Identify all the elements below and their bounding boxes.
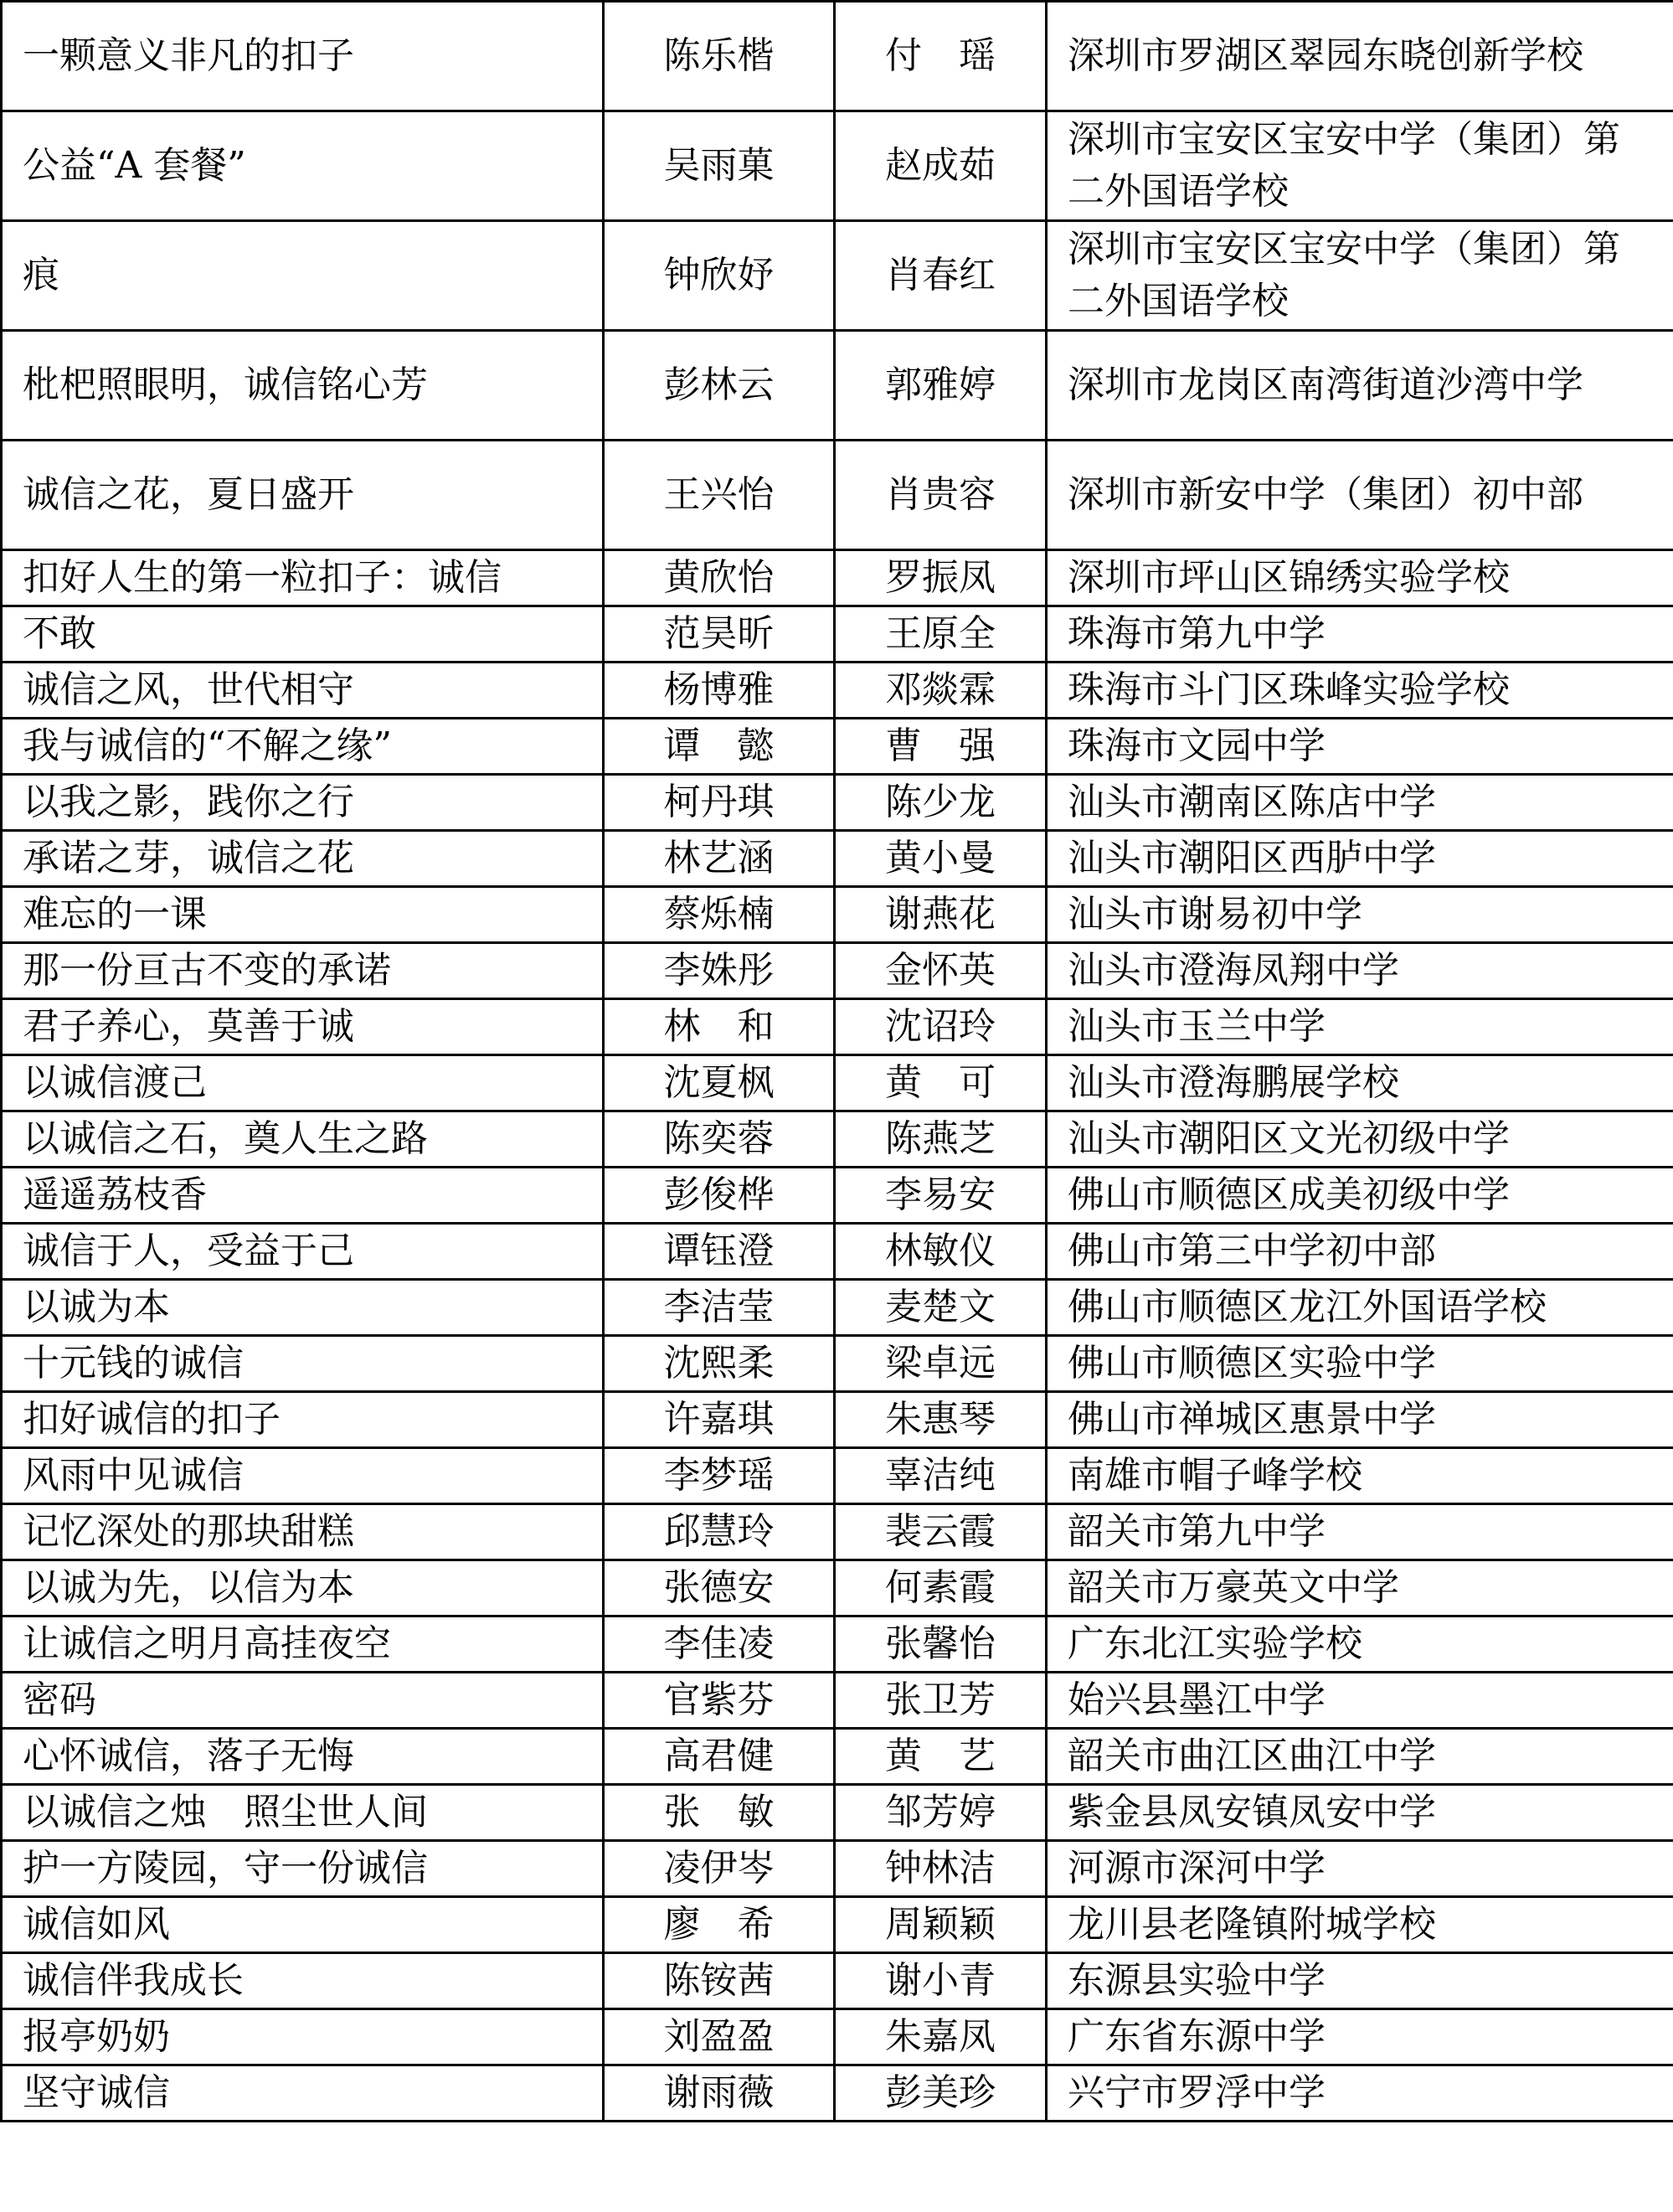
student-name-cell: 谭 懿 (604, 719, 835, 775)
table-row (2, 1448, 1673, 1504)
table-row (2, 1111, 1673, 1168)
student-name-cell: 李洁莹 (604, 1280, 835, 1336)
teacher-name-cell: 裴云霞 (835, 1504, 1047, 1560)
student-name-cell: 陈铵茜 (604, 1953, 835, 2009)
school-name-cell: 兴宁市罗浮中学 (1047, 2065, 1673, 2122)
table-row (2, 550, 1673, 606)
school-name-cell: 深圳市新安中学（集团）初中部 (1047, 441, 1673, 550)
essay-title-cell: 以诚信之烛 照尘世人间 (2, 1785, 604, 1841)
student-name-cell: 钟欣妤 (604, 221, 835, 331)
essay-title-cell: 以诚为本 (2, 1280, 604, 1336)
teacher-name-cell: 王原全 (835, 606, 1047, 663)
essay-title-cell: 报亭奶奶 (2, 2009, 604, 2065)
table-row (2, 2009, 1673, 2065)
essay-title-cell: 以我之影，践你之行 (2, 775, 604, 831)
essay-title-cell: 痕 (2, 221, 604, 331)
teacher-name-cell: 肖贵容 (835, 441, 1047, 550)
essay-title-cell: 扣好人生的第一粒扣子：诚信 (2, 550, 604, 606)
school-name-cell: 汕头市潮阳区西胪中学 (1047, 831, 1673, 887)
essay-title-cell: 十元钱的诚信 (2, 1336, 604, 1392)
student-name-cell: 陈乐楷 (604, 2, 835, 111)
table-row (2, 943, 1673, 999)
school-name-cell: 韶关市曲江区曲江中学 (1047, 1729, 1673, 1785)
student-name-cell: 沈夏枫 (604, 1055, 835, 1111)
essay-title-cell: 那一份亘古不变的承诺 (2, 943, 604, 999)
student-name-cell: 邱慧玲 (604, 1504, 835, 1560)
table-row (2, 1224, 1673, 1280)
teacher-name-cell: 朱惠琴 (835, 1392, 1047, 1448)
school-name-cell: 广东北江实验学校 (1047, 1616, 1673, 1673)
table-row (2, 331, 1673, 441)
student-name-cell: 沈熙柔 (604, 1336, 835, 1392)
school-name-cell: 韶关市第九中学 (1047, 1504, 1673, 1560)
essay-title-cell: 诚信伴我成长 (2, 1953, 604, 2009)
school-name-cell: 珠海市斗门区珠峰实验学校 (1047, 663, 1673, 719)
teacher-name-cell: 麦楚文 (835, 1280, 1047, 1336)
school-name-cell: 深圳市龙岗区南湾街道沙湾中学 (1047, 331, 1673, 441)
school-name-cell: 佛山市第三中学初中部 (1047, 1224, 1673, 1280)
table-row (2, 1673, 1673, 1729)
teacher-name-cell: 谢小青 (835, 1953, 1047, 2009)
student-name-cell: 谢雨薇 (604, 2065, 835, 2122)
teacher-name-cell: 黄 可 (835, 1055, 1047, 1111)
teacher-name-cell: 陈少龙 (835, 775, 1047, 831)
essay-title-cell: 让诚信之明月高挂夜空 (2, 1616, 604, 1673)
table-row (2, 1392, 1673, 1448)
teacher-name-cell: 林敏仪 (835, 1224, 1047, 1280)
table-row (2, 775, 1673, 831)
student-name-cell: 官紫芬 (604, 1673, 835, 1729)
student-name-cell: 蔡烁楠 (604, 887, 835, 943)
table-row (2, 1841, 1673, 1897)
student-name-cell: 凌伊岑 (604, 1841, 835, 1897)
school-name-cell: 汕头市潮阳区文光初级中学 (1047, 1111, 1673, 1168)
table-body (2, 2, 1673, 2122)
table-row (2, 1504, 1673, 1560)
teacher-name-cell: 朱嘉凤 (835, 2009, 1047, 2065)
table-row (2, 441, 1673, 550)
school-name-cell: 汕头市潮南区陈店中学 (1047, 775, 1673, 831)
teacher-name-cell: 梁卓远 (835, 1336, 1047, 1392)
table-row (2, 2065, 1673, 2122)
student-name-cell: 张 敏 (604, 1785, 835, 1841)
school-name-cell: 深圳市坪山区锦绣实验学校 (1047, 550, 1673, 606)
teacher-name-cell: 辜洁纯 (835, 1448, 1047, 1504)
school-name-cell: 汕头市玉兰中学 (1047, 999, 1673, 1055)
student-name-cell: 吴雨菓 (604, 111, 835, 221)
table-row (2, 1168, 1673, 1224)
student-name-cell: 陈奕蓉 (604, 1111, 835, 1168)
school-name-cell: 河源市深河中学 (1047, 1841, 1673, 1897)
student-name-cell: 彭俊桦 (604, 1168, 835, 1224)
essay-title-cell: 枇杷照眼明，诚信铭心芳 (2, 331, 604, 441)
school-name-cell: 东源县实验中学 (1047, 1953, 1673, 2009)
teacher-name-cell: 赵成茹 (835, 111, 1047, 221)
teacher-name-cell: 曹 强 (835, 719, 1047, 775)
essay-title-cell: 诚信之风，世代相守 (2, 663, 604, 719)
essay-title-cell: 以诚为先，以信为本 (2, 1560, 604, 1616)
teacher-name-cell: 金怀英 (835, 943, 1047, 999)
school-name-cell: 紫金县凤安镇凤安中学 (1047, 1785, 1673, 1841)
school-name-cell: 汕头市澄海凤翔中学 (1047, 943, 1673, 999)
essay-title-cell: 以诚信之石，奠人生之路 (2, 1111, 604, 1168)
table-row (2, 1729, 1673, 1785)
essay-title-cell: 公益“A 套餐” (2, 111, 604, 221)
essay-title-cell: 记忆深处的那块甜糕 (2, 1504, 604, 1560)
teacher-name-cell: 谢燕花 (835, 887, 1047, 943)
teacher-name-cell: 陈燕芝 (835, 1111, 1047, 1168)
school-name-cell: 龙川县老隆镇附城学校 (1047, 1897, 1673, 1953)
teacher-name-cell: 彭美珍 (835, 2065, 1047, 2122)
teacher-name-cell: 钟林洁 (835, 1841, 1047, 1897)
essay-title-cell: 承诺之芽，诚信之花 (2, 831, 604, 887)
student-name-cell: 彭林云 (604, 331, 835, 441)
school-name-cell: 广东省东源中学 (1047, 2009, 1673, 2065)
student-name-cell: 李佳凌 (604, 1616, 835, 1673)
school-name-cell: 深圳市宝安区宝安中学（集团）第二外国语学校 (1047, 111, 1673, 221)
school-name-cell: 佛山市顺德区实验中学 (1047, 1336, 1673, 1392)
essay-title-cell: 护一方陵园，守一份诚信 (2, 1841, 604, 1897)
table-row (2, 1280, 1673, 1336)
essay-title-cell: 难忘的一课 (2, 887, 604, 943)
table-row (2, 663, 1673, 719)
student-name-cell: 林艺涵 (604, 831, 835, 887)
table-row (2, 606, 1673, 663)
essay-title-cell: 以诚信渡己 (2, 1055, 604, 1111)
table-row (2, 2, 1673, 111)
teacher-name-cell: 周颖颖 (835, 1897, 1047, 1953)
essay-title-cell: 坚守诚信 (2, 2065, 604, 2122)
student-name-cell: 杨博雅 (604, 663, 835, 719)
table-row (2, 1336, 1673, 1392)
school-name-cell: 南雄市帽子峰学校 (1047, 1448, 1673, 1504)
school-name-cell: 始兴县墨江中学 (1047, 1673, 1673, 1729)
school-name-cell: 珠海市第九中学 (1047, 606, 1673, 663)
table-row (2, 1560, 1673, 1616)
table-row (2, 999, 1673, 1055)
table-row (2, 1055, 1673, 1111)
school-name-cell: 佛山市禅城区惠景中学 (1047, 1392, 1673, 1448)
teacher-name-cell: 李易安 (835, 1168, 1047, 1224)
teacher-name-cell: 何素霞 (835, 1560, 1047, 1616)
table-row (2, 887, 1673, 943)
table-row (2, 831, 1673, 887)
student-name-cell: 张德安 (604, 1560, 835, 1616)
school-name-cell: 韶关市万豪英文中学 (1047, 1560, 1673, 1616)
essay-title-cell: 一颗意义非凡的扣子 (2, 2, 604, 111)
teacher-name-cell: 邹芳婷 (835, 1785, 1047, 1841)
essay-title-cell: 君子养心，莫善于诚 (2, 999, 604, 1055)
essay-title-cell: 遥遥荔枝香 (2, 1168, 604, 1224)
table-row (2, 1785, 1673, 1841)
table-row (2, 1616, 1673, 1673)
essay-title-cell: 心怀诚信，落子无悔 (2, 1729, 604, 1785)
essay-title-cell: 诚信如风 (2, 1897, 604, 1953)
school-name-cell: 汕头市谢易初中学 (1047, 887, 1673, 943)
teacher-name-cell: 黄 艺 (835, 1729, 1047, 1785)
student-name-cell: 林 和 (604, 999, 835, 1055)
student-name-cell: 柯丹琪 (604, 775, 835, 831)
school-name-cell: 佛山市顺德区龙江外国语学校 (1047, 1280, 1673, 1336)
teacher-name-cell: 罗振凤 (835, 550, 1047, 606)
essay-title-cell: 风雨中见诚信 (2, 1448, 604, 1504)
teacher-name-cell: 郭雅婷 (835, 331, 1047, 441)
school-name-cell: 珠海市文园中学 (1047, 719, 1673, 775)
student-name-cell: 刘盈盈 (604, 2009, 835, 2065)
school-name-cell: 深圳市宝安区宝安中学（集团）第二外国语学校 (1047, 221, 1673, 331)
teacher-name-cell: 邓燚霖 (835, 663, 1047, 719)
teacher-name-cell: 肖春红 (835, 221, 1047, 331)
teacher-name-cell: 付 瑶 (835, 2, 1047, 111)
student-name-cell: 李姝彤 (604, 943, 835, 999)
teacher-name-cell: 沈诏玲 (835, 999, 1047, 1055)
essay-title-cell: 我与诚信的“不解之缘” (2, 719, 604, 775)
student-name-cell: 廖 希 (604, 1897, 835, 1953)
student-name-cell: 谭钰澄 (604, 1224, 835, 1280)
student-name-cell: 许嘉琪 (604, 1392, 835, 1448)
table-row (2, 111, 1673, 221)
teacher-name-cell: 张馨怡 (835, 1616, 1047, 1673)
table-row (2, 1953, 1673, 2009)
student-name-cell: 高君健 (604, 1729, 835, 1785)
essay-title-cell: 不敢 (2, 606, 604, 663)
teacher-name-cell: 黄小曼 (835, 831, 1047, 887)
school-name-cell: 佛山市顺德区成美初级中学 (1047, 1168, 1673, 1224)
essay-title-cell: 诚信于人，受益于己 (2, 1224, 604, 1280)
student-name-cell: 黄欣怡 (604, 550, 835, 606)
school-name-cell: 深圳市罗湖区翠园东晓创新学校 (1047, 2, 1673, 111)
table-row (2, 1897, 1673, 1953)
student-name-cell: 王兴怡 (604, 441, 835, 550)
table-row (2, 719, 1673, 775)
essay-title-cell: 诚信之花，夏日盛开 (2, 441, 604, 550)
essay-title-cell: 密码 (2, 1673, 604, 1729)
table-row (2, 221, 1673, 331)
teacher-name-cell: 张卫芳 (835, 1673, 1047, 1729)
essay-title-cell: 扣好诚信的扣子 (2, 1392, 604, 1448)
student-name-cell: 李梦瑶 (604, 1448, 835, 1504)
student-name-cell: 范昊昕 (604, 606, 835, 663)
school-name-cell: 汕头市澄海鹏展学校 (1047, 1055, 1673, 1111)
